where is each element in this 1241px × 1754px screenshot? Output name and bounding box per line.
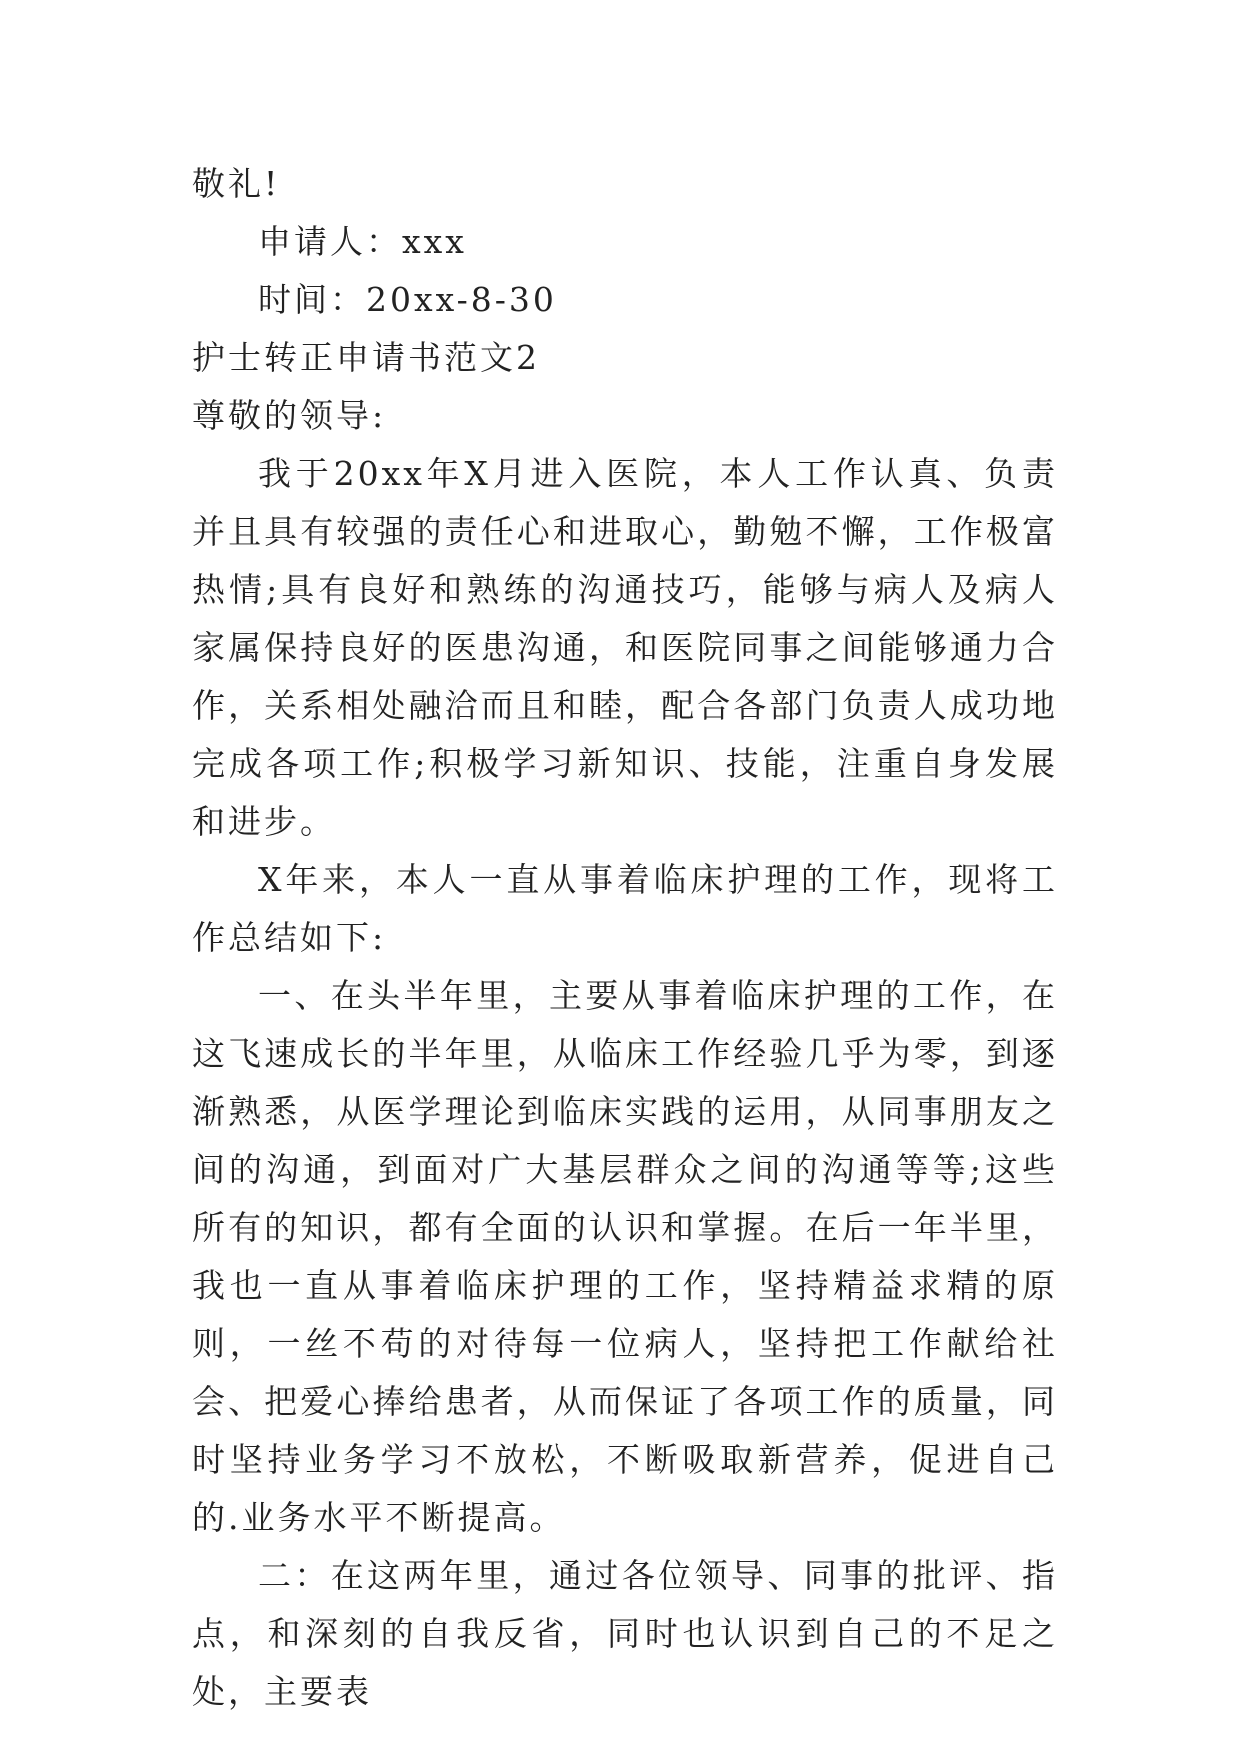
section-title: 护士转正申请书范文2 <box>192 338 540 377</box>
closing-line: 敬礼! <box>192 164 281 203</box>
paragraph-4: 二：在这两年里，通过各位领导、同事的批评、指点，和深刻的自我反省，同时也认识到自己的不足之处，主要表 <box>192 1556 1058 1711</box>
document-body <box>192 155 1058 1721</box>
paragraph-1: 我于20xx年X月进入医院，本人工作认真、负责并且具有较强的责任心和进取心，勤勉不懈，工作极富热情;具有良好和熟练的沟通技巧，能够与病人及病人家属保持良好的医患沟通，和医院同事之间能够通力合作，关系相处融洽而且和睦，配合各部门负责人成功地完成各项工作;积极学习新知识、技能，注重自身发展和进步。 <box>192 454 1058 841</box>
paragraph-3: 一、在头半年里，主要从事着临床护理的工作，在这飞速成长的半年里，从临床工作经验几乎为零，到逐渐熟悉，从医学理论到临床实践的运用，从同事朋友之间的沟通，到面对广大基层群众之间的沟通等等;这些所有的知识，都有全面的认识和掌握。在后一年半里，我也一直从事着临床护理的工作，坚持精益求精的原则，一丝不苟的对待每一位病人，坚持把工作献给社会、把爱心捧给患者，从而保证了各项工作的质量，同时坚持业务学习不放松，不断吸取新营养，促进自己的.业务水平不断提高。 <box>192 976 1058 1537</box>
applicant-line: 申请人：xxx <box>258 222 467 261</box>
date-line: 时间：20xx-8-30 <box>258 280 557 319</box>
paragraph-2: X年来，本人一直从事着临床护理的工作，现将工作总结如下: <box>192 860 1058 957</box>
salutation: 尊敬的领导: <box>192 396 387 435</box>
